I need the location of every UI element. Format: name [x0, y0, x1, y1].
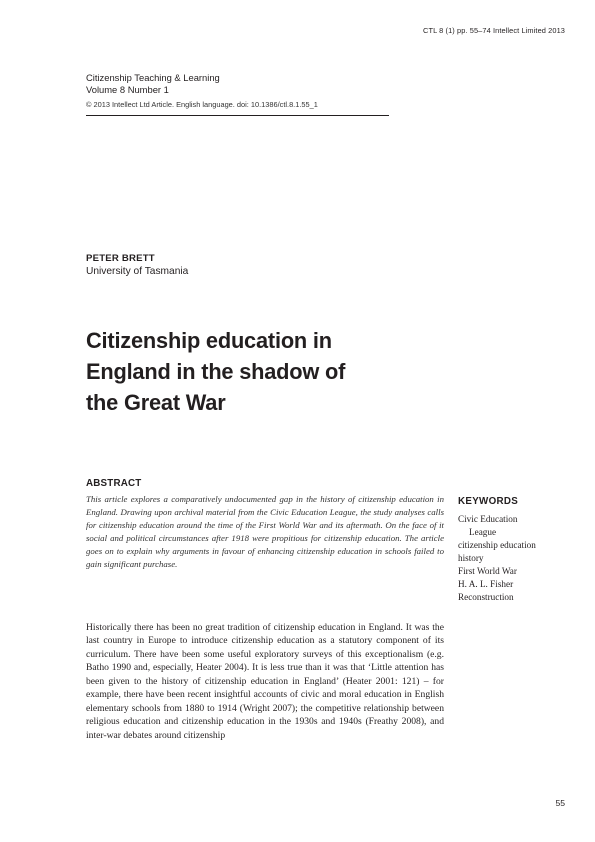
abstract-heading: ABSTRACT — [86, 478, 142, 489]
article-title-line: England in the shadow of — [86, 359, 346, 384]
body-paragraph: Historically there has been no great tradition of citizenship education in England. It was the last country in Europe to introduce citizenship education as a statutory component of its curriculum. There have been some useful exploratory surveys of this exceptionalism (e.g. Batho 1990 and, especially, Heater 2004). It is less true than it was that ‘Little attention has been given to the history of citizenship education in England’ (Heater 2001: 121) – for example, there have been recent insightful accounts of civic and moral education in English elementary schools from 1880 to 1914 (Wright 2007); the competitive relationship between religious education and citizenship education in the 1930s and 1940s (Freathy 2008), and inter-war debates around citizenship — [86, 622, 444, 741]
abstract-text: This article explores a comparatively undocumented gap in the history of citizenship education in England. Drawing upon archival material from the Civic Education League, the study analyses calls for citizenship education around the time of the First World War and its aftermath. On the face of it social and political circumstances after 1918 were propitious for citizenship education. The article goes on to explain why arguments in favour of enhancing citizenship education in schools failed to gain significant purchase. — [86, 494, 444, 569]
keywords-heading: KEYWORDS — [458, 496, 519, 507]
article-title-line: Citizenship education in — [86, 328, 332, 353]
page-number: 55 — [555, 798, 565, 808]
keyword-item: Civic Education — [458, 514, 518, 524]
keyword-item: history — [458, 553, 484, 563]
journal-volume: Volume 8 Number 1 — [86, 84, 169, 95]
article-title-line: the Great War — [86, 390, 226, 415]
journal-doi-line: © 2013 Intellect Ltd Article. English language. doi: 10.1386/ctl.8.1.55_1 — [86, 100, 318, 109]
keyword-item: First World War — [458, 566, 517, 576]
article-title — [86, 325, 416, 418]
author-name: PETER BRETT — [86, 253, 155, 264]
journal-title: Citizenship Teaching & Learning — [86, 72, 220, 83]
header-rule — [86, 115, 389, 116]
keyword-item: H. A. L. Fisher — [458, 579, 514, 589]
keyword-item: citizenship education — [458, 540, 536, 550]
author-affiliation: University of Tasmania — [86, 266, 189, 277]
keywords-section — [458, 496, 578, 604]
keyword-item: Reconstruction — [458, 592, 514, 602]
journal-header — [86, 72, 389, 116]
running-head: CTL 8 (1) pp. 55–74 Intellect Limited 2013 — [423, 26, 565, 35]
keyword-item: League — [469, 527, 497, 537]
